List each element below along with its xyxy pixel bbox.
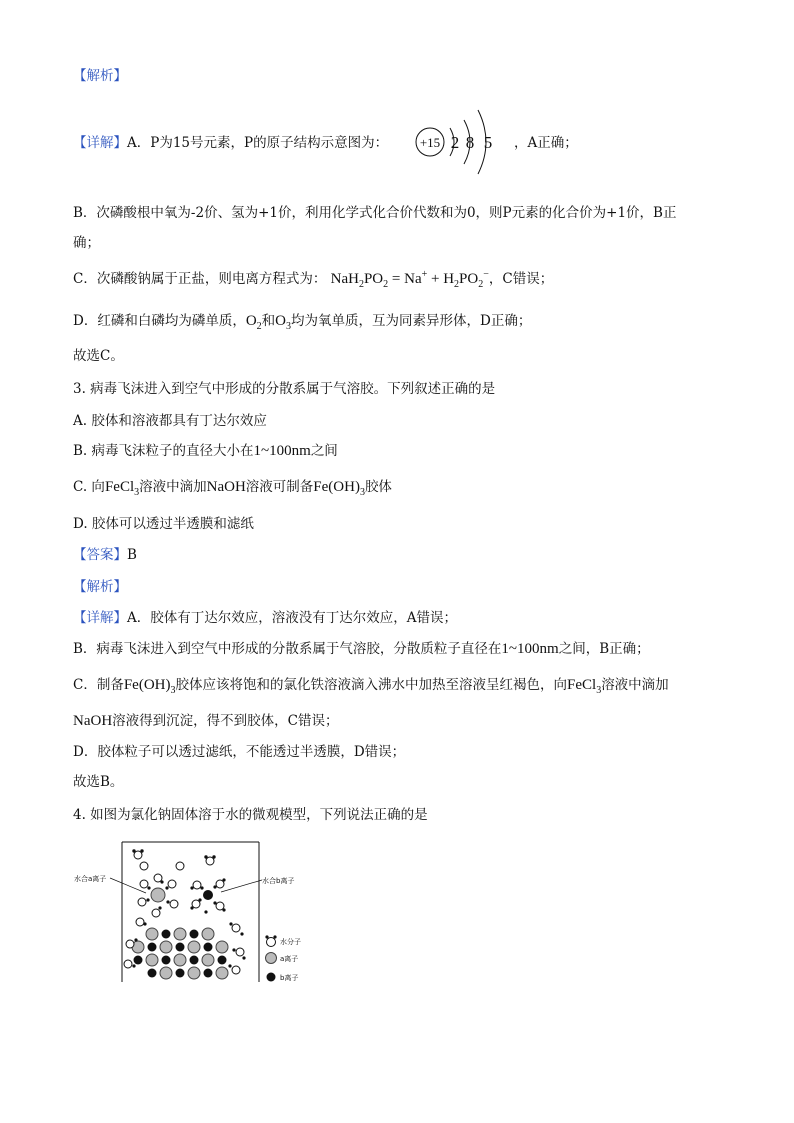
q3-option-c-end: 胶体 (364, 479, 392, 495)
q3-detail-a-text: A．胶体有丁达尔效应，溶液没有丁达尔效应，A错误； (127, 610, 457, 626)
q3-detail-b-text: B．病毒飞沫进入到空气中形成的分散系属于气溶胶，分散质粒子直径在 (73, 641, 502, 657)
q3-analysis-heading: 【解析】 (73, 579, 127, 595)
detail-c-text: C．次磷酸钠属于正盐，则电离方程式为： (73, 271, 327, 287)
q3-detail-c-line2 (73, 711, 339, 731)
q3-detail-c-text: C．制备 (73, 677, 124, 693)
formula-feoh3: $Fe(OH)_3$ (313, 479, 365, 498)
detail-a-conclusion: ，A正确； (514, 135, 578, 151)
q3-option-c (73, 477, 392, 497)
detail-a-line (73, 133, 388, 153)
choose-c: 故选C。 (73, 348, 124, 364)
q3-option-c-text: C. 向 (73, 479, 105, 495)
formula-feoh3-2: $Fe(OH)_3$ (123, 677, 176, 696)
formula-o2: $O_2$ (245, 313, 262, 332)
detail-a-text: A．P为15号元素，P的原子结构示意图为： (127, 135, 389, 151)
label-hydrated-b: 水合b离子 (262, 877, 295, 885)
q3-detail-a (73, 608, 457, 628)
formula-fecl3-2: FeCl$_3$ (567, 677, 602, 696)
shell-3-count: 5 (483, 133, 493, 152)
atom-structure-diagram (408, 104, 508, 180)
legend-a-label: a离子 (280, 955, 299, 963)
detail-tag: 【详解】 (73, 135, 127, 151)
detail-b-line2: 确； (73, 235, 100, 251)
formula-o3: $O_3$ (275, 313, 292, 332)
ionization-equation: $NaH_2PO_2 = Na^+ + H_2PO_2^-$ (330, 269, 489, 290)
hydrated-b-ion (190, 878, 225, 913)
choose-b: 故选B。 (73, 774, 124, 790)
q3-option-b-range: 1~100nm (253, 443, 311, 459)
q3-detail-b (73, 639, 650, 659)
answer-tag: 【答案】 (73, 547, 127, 563)
detail-b-line1: B．次磷酸根中氧为-2价、氢为+1价，利用化学式化合价代数和为0，则P元素的化合价为+1价，B正 (73, 205, 677, 221)
q3-detail-b-range: 1~100nm (501, 641, 559, 657)
detail-c-conclusion: ，C错误； (488, 271, 554, 287)
answer-value: B (127, 547, 137, 563)
q3-detail-c-mid: 胶体应该将饱和的氯化铁溶液滴入沸水中加热至溶液呈红褐色，向 (175, 677, 567, 693)
q3-stem: 3. 病毒飞沫进入到空气中形成的分散系属于气溶胶。下列叙述正确的是 (73, 381, 496, 397)
nacl-dissolution-figure (74, 838, 326, 992)
detail-d-text: D．红磷和白磷均为磷单质， (73, 313, 246, 329)
legend-water-label: 水分子 (280, 938, 301, 946)
analysis-heading: 【解析】 (73, 68, 127, 84)
figure-legend (264, 838, 324, 988)
detail-d-line (73, 311, 531, 331)
q3-answer (73, 545, 137, 565)
nucleus-charge: +15 (419, 135, 441, 150)
q3-detail-c-line2-text: 溶液得到沉淀，得不到胶体，C错误； (112, 713, 339, 729)
label-hydrated-a: 水合a离子 (74, 875, 107, 883)
q3-detail-b-end: 之间，B正确； (558, 641, 650, 657)
legend-b-icon (267, 973, 276, 982)
q3-option-b (73, 441, 338, 461)
legend-b-label: b离子 (280, 974, 299, 982)
legend-water-icon (267, 938, 276, 947)
q3-option-a: A. 胶体和溶液都具有丁达尔效应 (73, 413, 267, 429)
nacl-crystal-lattice (124, 918, 246, 979)
detail-c-line (73, 269, 553, 289)
q3-option-d: D. 胶体可以透过半透膜和滤纸 (73, 516, 254, 532)
q3-option-c-mid2: 溶液可制备 (245, 479, 314, 495)
q4-stem: 4. 如图为氯化钠固体溶于水的微观模型，下列说法正确的是 (73, 807, 428, 823)
water-molecule (134, 851, 214, 870)
q3-detail-c-end: 溶液中滴加 (601, 677, 669, 693)
q3-detail-d: D．胶体粒子可以透过滤纸，不能透过半透膜，D错误； (73, 744, 406, 760)
pointer-b (221, 880, 262, 892)
q3-option-b-text: B. 病毒飞沫粒子的直径大小在 (73, 443, 254, 459)
q3-detail-c-line1 (73, 675, 669, 695)
hydrated-a-ion (138, 874, 178, 917)
q3-detail-tag: 【详解】 (73, 610, 127, 626)
shell-2-count: 8 (465, 133, 475, 152)
q3-option-b-end: 之间 (310, 443, 338, 459)
formula-naoh-2: NaOH (73, 713, 113, 729)
formula-naoh: NaOH (206, 479, 246, 495)
detail-d-conclusion: 均为氧单质，互为同素异形体，D正确； (291, 313, 532, 329)
shell-1-count: 2 (450, 133, 460, 152)
formula-fecl3: FeCl$_3$ (104, 479, 140, 498)
detail-d-and: 和 (261, 313, 276, 329)
legend-a-icon (266, 953, 277, 964)
q3-option-c-mid: 溶液中滴加 (139, 479, 207, 495)
